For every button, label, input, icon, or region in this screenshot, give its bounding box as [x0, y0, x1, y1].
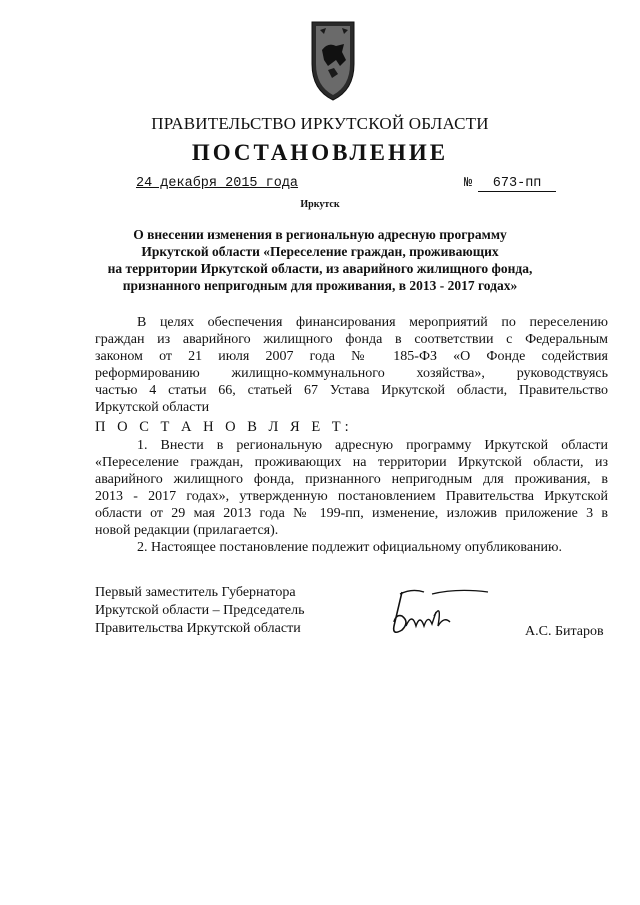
text-line: области от 29 мая 2013 года № 199-пп, изменение, изложив приложение 3 в [95, 506, 608, 521]
resolve-word: П О С Т А Н О В Л Я Е Т: [95, 419, 353, 435]
text-line: «Переселение граждан, проживающих на территории Иркутской области, из [95, 455, 608, 470]
number-sign: № [464, 176, 473, 191]
text-line: граждан из аварийного жилищного фонда в соответствии с Федеральным [95, 332, 608, 347]
heading-line: О внесении изменения в региональную адресную программу [133, 227, 507, 242]
heading-line: на территории Иркутской области, из аварийного жилищного фонда, [107, 261, 533, 276]
document-type-title: ПОСТАНОВЛЕНИЕ [191, 140, 449, 165]
position-line: Иркутской области – Председатель [95, 603, 305, 618]
text-line: 2013 - 2017 годах», утвержденную постановлением Правительства Иркутской [95, 489, 608, 504]
text-line: Иркутской области [95, 400, 210, 415]
document-city: Иркутск [300, 199, 340, 210]
signer-name: А.С. Битаров [525, 624, 604, 639]
signer-position [95, 584, 304, 638]
number-value: 673-пп [478, 176, 556, 192]
text-line: 1. Внести в региональную адресную программу Иркутской области [137, 438, 608, 453]
clauses-block [95, 437, 608, 556]
preamble-paragraph [95, 314, 608, 416]
position-line: Первый заместитель Губернатора [95, 585, 296, 600]
document-heading [70, 226, 570, 294]
text-line: законом от 21 июля 2007 года № 185-ФЗ «О Фонде содействия [95, 349, 608, 364]
text-line: В целях обеспечения финансирования мероприятий по переселению [137, 315, 608, 330]
text-line: реформированию жилищно-коммунального хозяйства», руководствуясь [95, 366, 608, 381]
coat-of-arms-icon [302, 20, 364, 102]
document-date: 24 декабря 2015 года [136, 176, 299, 191]
text-line: 2. Настоящее постановление подлежит официальному опубликованию. [137, 540, 562, 555]
government-name: ПРАВИТЕЛЬСТВО ИРКУТСКОЙ ОБЛАСТИ [151, 114, 489, 133]
heading-line: Иркутской области «Переселение граждан, проживающих [141, 244, 499, 259]
text-line: новой редакции (прилагается). [95, 523, 279, 538]
document-number [464, 176, 556, 192]
heading-line: признанного непригодным для проживания, в 2013 - 2017 годах» [122, 278, 518, 293]
position-line: Правительства Иркутской области [95, 621, 301, 636]
text-line: аварийного жилищного фонда, признанного непригодным для проживания, в [95, 472, 608, 487]
text-line: частью 4 статьи 66, статьей 67 Устава Иркутской области, Правительство [95, 383, 608, 398]
handwritten-signature-icon [372, 582, 492, 642]
